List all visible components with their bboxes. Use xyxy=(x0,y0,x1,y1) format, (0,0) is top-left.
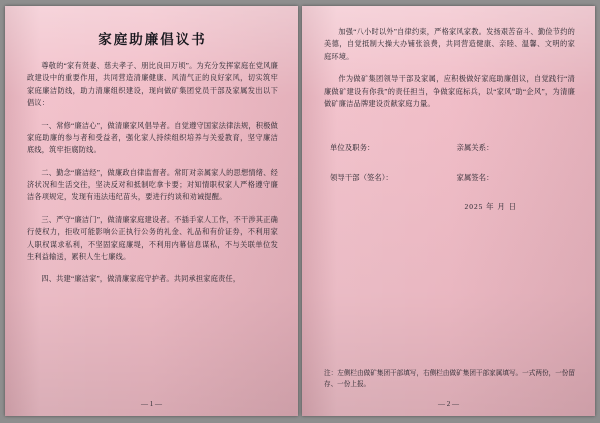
field-unit-position-label: 单位及职务： xyxy=(330,143,375,153)
footnote: 注：左侧栏由做矿集团干部填写，右侧栏由做矿集团干部家属填写。一式两份，一份留存、一份上报。 xyxy=(324,369,575,388)
date-line: 2025 年 月 日 xyxy=(464,202,518,212)
paragraph-item-2: 二、勤念“廉洁经”，做廉政自律监督者。常盯对亲属家人的思想情绪、经济状况和生活交往，坚决反对和抵制吃拿卡要；对知情职权家人严格遵守廉洁各项规定，发现有违法违纪苗头，要进行约谈和劝诫提醒。 xyxy=(27,168,278,202)
paragraph-item-4: 四、共建“廉洁家”，做清廉家庭守护者。共同承担家庭责任， xyxy=(41,275,241,284)
document-page-right xyxy=(302,6,595,416)
paragraph-item-3: 三、严守“廉洁门”，做清廉家庭建设者。不插手家人工作，不干涉其正确行使权力，拒收可能影响公正执行公务的礼金、礼品和有价证券，不利用家人职权谋求私利，不坚固家庭廉堤，不利用内幕信息谋私，不与关联单位发生利益输送，累积人生七廉线。 xyxy=(27,215,278,261)
paragraph-intro: 尊敬的“家有贤妻、慈夫孝子、朋比良田万顷”。为充分发挥家庭在党风廉政建设中的重要作用，共同营造清廉健康、风清气正的良好家风，切实筑牢家庭廉洁防线，助力清廉组织建设，现向做矿集团党员干部及家属发出以下倡议： xyxy=(27,62,278,108)
field-relationship-label: 亲属关系： xyxy=(456,143,494,153)
signature-block xyxy=(324,126,575,215)
document-page-left xyxy=(5,6,298,416)
paragraph-closing: 作为做矿集团领导干部及家属，应积极做好家庭助廉倡议，自觉践行“清廉做矿建设有你我”的责任担当，争做家庭标兵，以“家风”助“企风”，为清廉做矿廉洁品牌建设贡献家庭力量。 xyxy=(324,75,575,108)
paragraph-item-1: 一、常修“廉洁心”，做清廉家风倡导者。自觉遵守国家法律法规，积极做家庭助廉的参与者和受益者，强化家人持续组织培养与关爱教育，坚守廉洁底线，筑牢拒腐防线。 xyxy=(27,121,278,155)
signature-row-1 xyxy=(324,140,575,156)
signature-row-2 xyxy=(324,170,575,186)
paragraph-continued: 加强“八小时以外”自律约束，严格家风家教。发扬艰苦奋斗、勤俭节约的美德，自觉抵制大操大办铺张浪费，共同营造健康、亲睦、温馨、文明的家庭环境。 xyxy=(324,28,575,61)
page-number-right: — 2 — xyxy=(438,400,459,408)
page-number-left: — 1 — xyxy=(141,400,162,408)
field-family-signature-label: 家属签名： xyxy=(456,172,494,182)
field-leader-signature-label: 领导干部（签名）： xyxy=(330,172,393,182)
page-title: 家庭助廉倡议书 xyxy=(98,32,207,47)
